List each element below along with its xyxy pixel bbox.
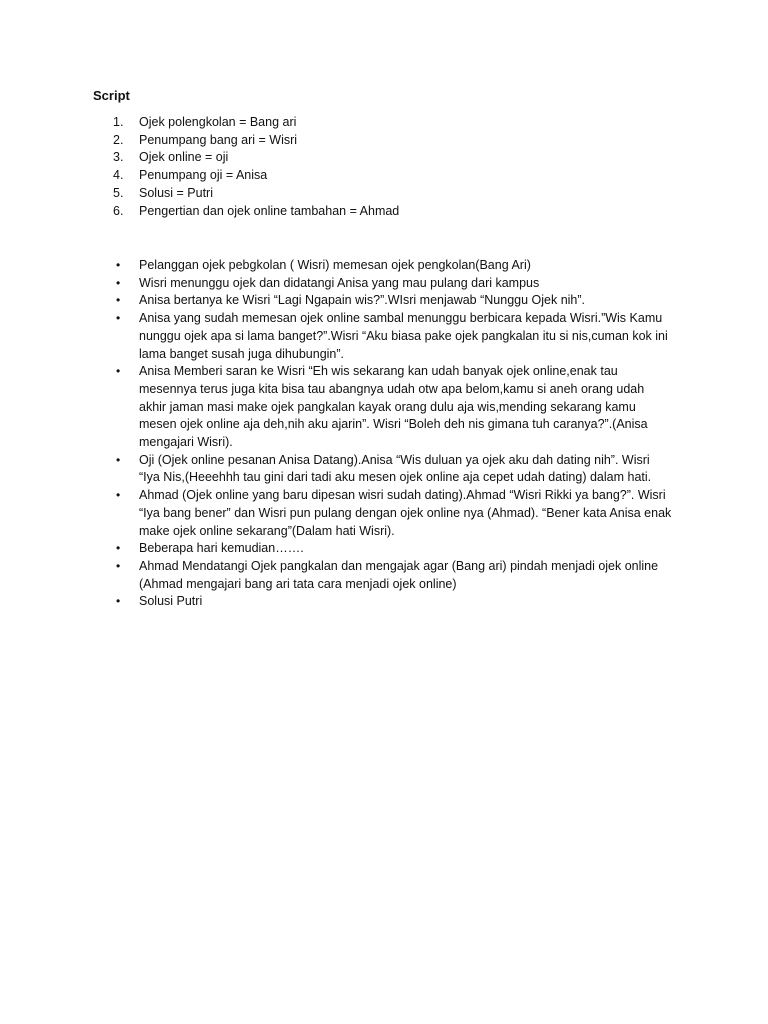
document-title: Script	[93, 88, 130, 103]
cast-item-number: 5.	[113, 185, 124, 200]
scene-item-text: Ahmad (Ojek online yang baru dipesan wisri sudah dating).Ahmad “Wisri Rikki ya bang?”. Wisri “Iya bang bener” dan Wisri pun pulang dengan ojek online nya (Ahmad). “Bener kata Anisa enak make ojek online sekarang”(Dalam hati Wisri).	[139, 488, 672, 538]
cast-item-number: 4.	[113, 168, 124, 183]
bullet-icon: •	[116, 452, 121, 467]
scene-item	[113, 540, 673, 558]
cast-item	[113, 114, 673, 132]
cast-item	[113, 185, 673, 203]
cast-item-text: Ojek online = oji	[139, 150, 229, 165]
bullet-icon: •	[116, 594, 121, 609]
bullet-icon: •	[116, 311, 121, 326]
cast-list	[113, 114, 673, 220]
cast-item-text: Penumpang bang ari = Wisri	[139, 132, 298, 147]
cast-item-text: Solusi = Putri	[139, 185, 213, 200]
scene-item-text: Pelanggan ojek pebgkolan ( Wisri) memesan ojek pengkolan(Bang Ari)	[139, 258, 531, 272]
scene-item-text: Solusi Putri	[139, 594, 203, 609]
scene-item-text: Ahmad Mendatangi Ojek pangkalan dan mengajak agar (Bang ari) pindah menjadi ojek online (Ahmad mengajari bang ari tata cara menjadi ojek online)	[139, 558, 659, 591]
scene-item-text: Anisa Memberi saran ke Wisri “Eh wis sekarang kan udah banyak ojek online,enak tau mesennya terus juga kita bisa tau abangnya udah otw apa belom,kamu si aneh orang udah akhir jaman masi make ojek pangkalan kayak orang dulu aja wis,mending sekarang kamu mesen ojek online aja deh,nih aku ajarin”. Wisri “Boleh deh nis gimana tuh caranya?”.(Anisa mengajari Wisri).	[139, 364, 648, 450]
cast-item-text: Ojek polengkolan = Bang ari	[139, 115, 297, 129]
scene-item	[113, 593, 673, 611]
scene-item	[113, 487, 673, 540]
bullet-icon: •	[116, 488, 121, 503]
cast-item-text: Penumpang oji = Anisa	[139, 168, 268, 183]
scene-item	[113, 452, 673, 487]
scene-item-text: Anisa yang sudah memesan ojek online sambal menunggu berbicara kepada Wisri.”Wis Kamu nunggu ojek apa si lama banget?”.Wisri “Aku biasa pake ojek pangkalan itu si nis,cuman kok ini lama banget susah juga dihubungin”.	[139, 311, 668, 361]
bullet-icon: •	[116, 293, 121, 308]
cast-item-number: 6.	[113, 203, 124, 218]
scene-item-text: Beberapa hari kemudian…….	[139, 541, 304, 556]
cast-item-number: 1.	[113, 115, 124, 129]
scene-item	[113, 310, 673, 363]
cast-item-text: Pengertian dan ojek online tambahan = Ahmad	[139, 203, 400, 218]
scene-item	[113, 363, 673, 452]
cast-item-number: 2.	[113, 132, 124, 147]
bullet-icon: •	[116, 258, 121, 272]
scene-item	[113, 257, 673, 275]
bullet-icon: •	[116, 558, 121, 573]
bullet-icon: •	[116, 275, 121, 290]
scene-item	[113, 275, 673, 293]
scene-item-text: Wisri menunggu ojek dan didatangi Anisa yang mau pulang dari kampus	[139, 275, 540, 290]
cast-item	[113, 149, 673, 167]
scene-item	[113, 292, 673, 310]
scene-item-text: Anisa bertanya ke Wisri “Lagi Ngapain wis?”.WIsri menjawab “Nunggu Ojek nih”.	[139, 293, 586, 308]
cast-item	[113, 132, 673, 150]
cast-item	[113, 167, 673, 185]
cast-item-number: 3.	[113, 150, 124, 165]
scene-list	[113, 257, 673, 611]
cast-item	[113, 203, 673, 221]
bullet-icon: •	[116, 364, 121, 379]
scene-item	[113, 558, 673, 593]
scene-item-text: Oji (Ojek online pesanan Anisa Datang).Anisa “Wis duluan ya ojek aku dah dating nih”. Wisri “Iya Nis,(Heeehhh tau gini dari tadi aku mesen ojek online aja cepet udah dating) dalam hati.	[139, 452, 652, 485]
bullet-icon: •	[116, 541, 121, 556]
